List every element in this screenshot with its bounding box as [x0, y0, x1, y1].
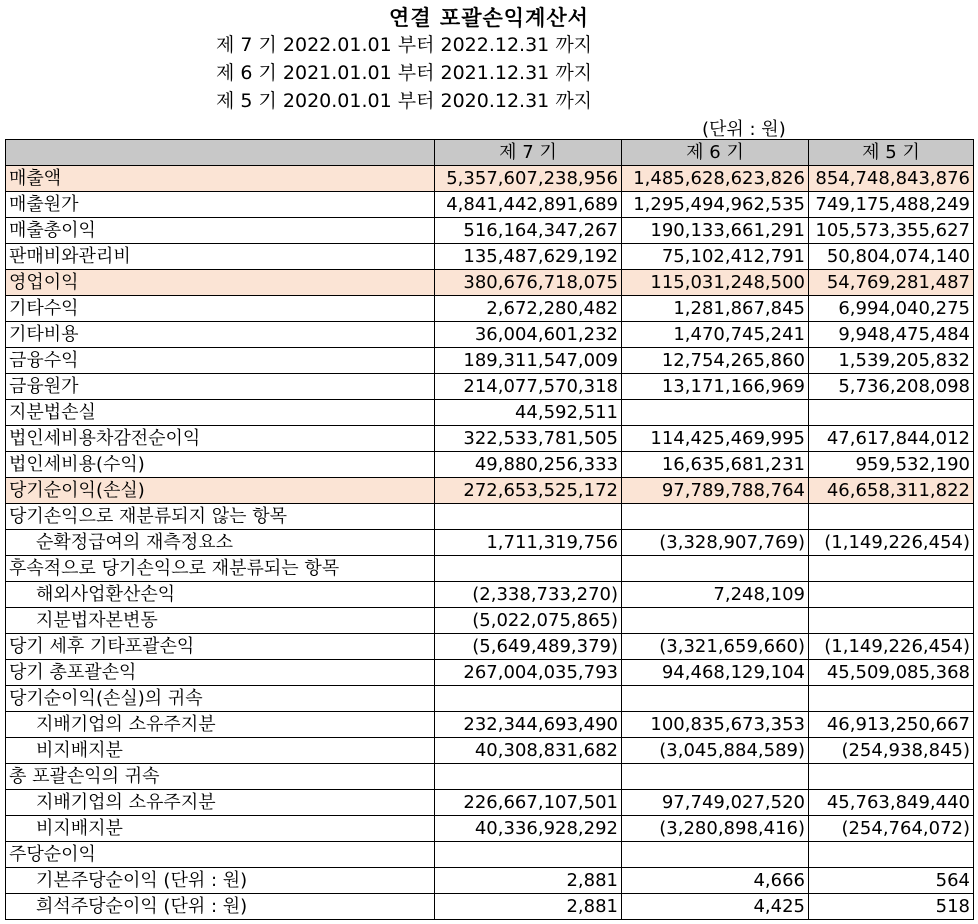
row-label: 순확정급여의 재측정요소 [6, 530, 435, 556]
value-6: 1,485,628,623,826 [622, 166, 809, 192]
value-6: 75,102,412,791 [622, 244, 809, 270]
table-row [6, 374, 974, 400]
value-6: 115,031,248,500 [622, 270, 809, 296]
row-label: 주당순이익 [6, 842, 435, 868]
value-7: 5,357,607,238,956 [435, 166, 622, 192]
value-6: (3,328,907,769) [622, 530, 809, 556]
value-6: (3,321,659,660) [622, 634, 809, 660]
value-5: 50,804,074,140 [809, 244, 974, 270]
value-5: 749,175,488,249 [809, 192, 974, 218]
table-row [6, 218, 974, 244]
value-5 [809, 400, 974, 426]
value-6: 1,295,494,962,535 [622, 192, 809, 218]
value-7: (2,338,733,270) [435, 582, 622, 608]
row-label: 후속적으로 당기손익으로 재분류되는 항목 [6, 556, 435, 582]
row-label: 당기 총포괄손익 [6, 660, 435, 686]
period-line-7: 제 7 기 2022.01.01 부터 2022.12.31 까지 [216, 34, 593, 56]
value-5 [809, 556, 974, 582]
value-6: 1,281,867,845 [622, 296, 809, 322]
value-6 [622, 608, 809, 634]
value-5: 45,763,849,440 [809, 790, 974, 816]
value-6: 94,468,129,104 [622, 660, 809, 686]
row-label: 당기 세후 기타포괄손익 [6, 634, 435, 660]
row-label: 기본주당순이익 (단위 : 원) [6, 868, 435, 894]
value-6 [622, 842, 809, 868]
value-5: 45,509,085,368 [809, 660, 974, 686]
table-row [6, 712, 974, 738]
value-6 [622, 764, 809, 790]
table-row [6, 244, 974, 270]
value-5: (254,938,845) [809, 738, 974, 764]
row-label: 판매비와관리비 [6, 244, 435, 270]
table-row [6, 504, 974, 530]
header-period-6: 제 6 기 [622, 140, 809, 166]
value-7: 189,311,547,009 [435, 348, 622, 374]
value-5: 564 [809, 868, 974, 894]
value-7 [435, 556, 622, 582]
row-label: 지배기업의 소유주지분 [6, 712, 435, 738]
table-row [6, 530, 974, 556]
value-7: 40,308,831,682 [435, 738, 622, 764]
table-row [6, 166, 974, 192]
value-5 [809, 582, 974, 608]
value-6: 13,171,166,969 [622, 374, 809, 400]
value-5: 9,948,475,484 [809, 322, 974, 348]
row-label: 영업이익 [6, 270, 435, 296]
value-6: 114,425,469,995 [622, 426, 809, 452]
value-5: 959,532,190 [809, 452, 974, 478]
row-label: 지분법손실 [6, 400, 435, 426]
value-5: 47,617,844,012 [809, 426, 974, 452]
table-row [6, 478, 974, 504]
value-7: 40,336,928,292 [435, 816, 622, 842]
value-7 [435, 686, 622, 712]
value-5: 54,769,281,487 [809, 270, 974, 296]
value-7: 226,667,107,501 [435, 790, 622, 816]
table-row [6, 426, 974, 452]
value-5: (1,149,226,454) [809, 634, 974, 660]
value-6: 1,470,745,241 [622, 322, 809, 348]
value-6: 7,248,109 [622, 582, 809, 608]
value-5: 518 [809, 894, 974, 920]
table-row [6, 270, 974, 296]
value-7: 36,004,601,232 [435, 322, 622, 348]
value-5: 6,994,040,275 [809, 296, 974, 322]
value-5: 46,658,311,822 [809, 478, 974, 504]
value-5 [809, 842, 974, 868]
value-7: 214,077,570,318 [435, 374, 622, 400]
value-5 [809, 504, 974, 530]
table-row [6, 582, 974, 608]
row-label: 기타수익 [6, 296, 435, 322]
statement-title: 연결 포괄손익계산서 [389, 6, 589, 30]
value-7 [435, 842, 622, 868]
value-7: 44,592,511 [435, 400, 622, 426]
value-7 [435, 764, 622, 790]
row-label: 금융수익 [6, 348, 435, 374]
income-statement-table [5, 139, 974, 920]
row-label: 매출총이익 [6, 218, 435, 244]
value-5 [809, 764, 974, 790]
header-period-7: 제 7 기 [435, 140, 622, 166]
value-6: 190,133,661,291 [622, 218, 809, 244]
row-label: 해외사업환산손익 [6, 582, 435, 608]
value-7: 267,004,035,793 [435, 660, 622, 686]
value-7: 516,164,347,267 [435, 218, 622, 244]
value-7: (5,022,075,865) [435, 608, 622, 634]
table-row [6, 738, 974, 764]
table-row [6, 764, 974, 790]
row-label: 매출액 [6, 166, 435, 192]
table-row [6, 192, 974, 218]
row-label: 당기순이익(손실) [6, 478, 435, 504]
value-6: 97,789,788,764 [622, 478, 809, 504]
value-6: 4,666 [622, 868, 809, 894]
value-6 [622, 400, 809, 426]
row-label: 법인세비용(수익) [6, 452, 435, 478]
value-5: 5,736,208,098 [809, 374, 974, 400]
table-row [6, 296, 974, 322]
table-row [6, 400, 974, 426]
row-label: 비지배지분 [6, 738, 435, 764]
table-row [6, 816, 974, 842]
value-5: 1,539,205,832 [809, 348, 974, 374]
value-6 [622, 556, 809, 582]
row-label: 법인세비용차감전순이익 [6, 426, 435, 452]
table-row [6, 790, 974, 816]
row-label: 금융원가 [6, 374, 435, 400]
unit-label: (단위 : 원) [702, 119, 786, 140]
value-7: 380,676,718,075 [435, 270, 622, 296]
table-row [6, 322, 974, 348]
row-label: 지배기업의 소유주지분 [6, 790, 435, 816]
table-row [6, 348, 974, 374]
header-account [6, 140, 435, 166]
row-label: 당기손익으로 재분류되지 않는 항목 [6, 504, 435, 530]
row-label: 기타비용 [6, 322, 435, 348]
period-line-5: 제 5 기 2020.01.01 부터 2020.12.31 까지 [216, 90, 593, 112]
row-label: 희석주당순이익 (단위 : 원) [6, 894, 435, 920]
value-7: 4,841,442,891,689 [435, 192, 622, 218]
value-6: 12,754,265,860 [622, 348, 809, 374]
row-label: 당기순이익(손실)의 귀속 [6, 686, 435, 712]
value-6: 16,635,681,231 [622, 452, 809, 478]
table-row [6, 894, 974, 920]
table-row [6, 686, 974, 712]
table-row [6, 660, 974, 686]
value-7: 2,881 [435, 894, 622, 920]
row-label: 총 포괄손익의 귀속 [6, 764, 435, 790]
row-label: 매출원가 [6, 192, 435, 218]
value-5: (1,149,226,454) [809, 530, 974, 556]
value-5: 105,573,355,627 [809, 218, 974, 244]
value-6 [622, 504, 809, 530]
value-6: 97,749,027,520 [622, 790, 809, 816]
value-7: (5,649,489,379) [435, 634, 622, 660]
value-6 [622, 686, 809, 712]
value-5 [809, 608, 974, 634]
value-5: 854,748,843,876 [809, 166, 974, 192]
table-row [6, 608, 974, 634]
period-line-6: 제 6 기 2021.01.01 부터 2021.12.31 까지 [216, 62, 593, 84]
header-row [6, 140, 974, 166]
table-row [6, 556, 974, 582]
value-6: (3,045,884,589) [622, 738, 809, 764]
value-7: 1,711,319,756 [435, 530, 622, 556]
value-7: 135,487,629,192 [435, 244, 622, 270]
value-5: 46,913,250,667 [809, 712, 974, 738]
value-7: 322,533,781,505 [435, 426, 622, 452]
table-row [6, 842, 974, 868]
value-7: 272,653,525,172 [435, 478, 622, 504]
value-7: 2,881 [435, 868, 622, 894]
value-6: 100,835,673,353 [622, 712, 809, 738]
row-label: 비지배지분 [6, 816, 435, 842]
value-5: (254,764,072) [809, 816, 974, 842]
value-5 [809, 686, 974, 712]
header-period-5: 제 5 기 [809, 140, 974, 166]
table-row [6, 452, 974, 478]
table-row [6, 634, 974, 660]
row-label: 지분법자본변동 [6, 608, 435, 634]
value-7 [435, 504, 622, 530]
value-7: 49,880,256,333 [435, 452, 622, 478]
table-row [6, 868, 974, 894]
value-6: 4,425 [622, 894, 809, 920]
value-7: 2,672,280,482 [435, 296, 622, 322]
value-6: (3,280,898,416) [622, 816, 809, 842]
value-7: 232,344,693,490 [435, 712, 622, 738]
